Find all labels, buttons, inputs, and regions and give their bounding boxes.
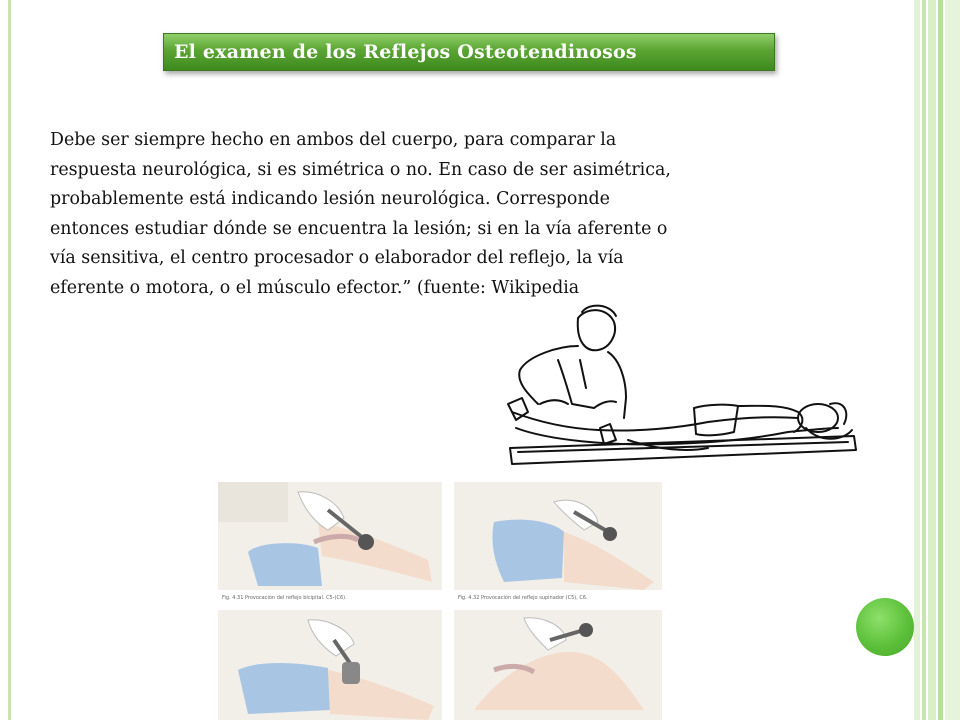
photo-biceps-reflex <box>218 482 442 601</box>
photo-patellar-reflex <box>454 610 662 720</box>
caption-top-left: Fig. 4.31 Provocación del reflejo bicipital. C5-(C6). <box>222 595 347 601</box>
left-frame-line <box>8 0 11 720</box>
photo-supinator-reflex <box>454 482 662 601</box>
reflex-photo-grid <box>218 482 662 720</box>
slide-title: El examen de los Reflejos Osteotendinosos <box>174 41 637 63</box>
title-banner <box>163 33 775 71</box>
decorative-side-bars <box>914 0 960 720</box>
green-accent-circle <box>856 598 914 656</box>
caption-top-right: Fig. 4.32 Provocación del reflejo supinador (C5), C6. <box>458 595 588 601</box>
body-paragraph: Debe ser siempre hecho en ambos del cuerpo, para comparar la respuesta neurológica, si es simétrica o no. En caso de ser asimétrica, probablemente está indicando lesión neurológica. Corresponde entonces estudiar dónde se encuentra la lesión; si en la vía aferente o vía sensitiva, el centro procesador o elaborador del reflejo, la vía eferente o motora, o el músculo efector.” (fuente: Wikipedia <box>50 130 671 298</box>
reflex-exam-illustration <box>498 300 860 470</box>
photo-triceps-reflex <box>218 610 442 720</box>
